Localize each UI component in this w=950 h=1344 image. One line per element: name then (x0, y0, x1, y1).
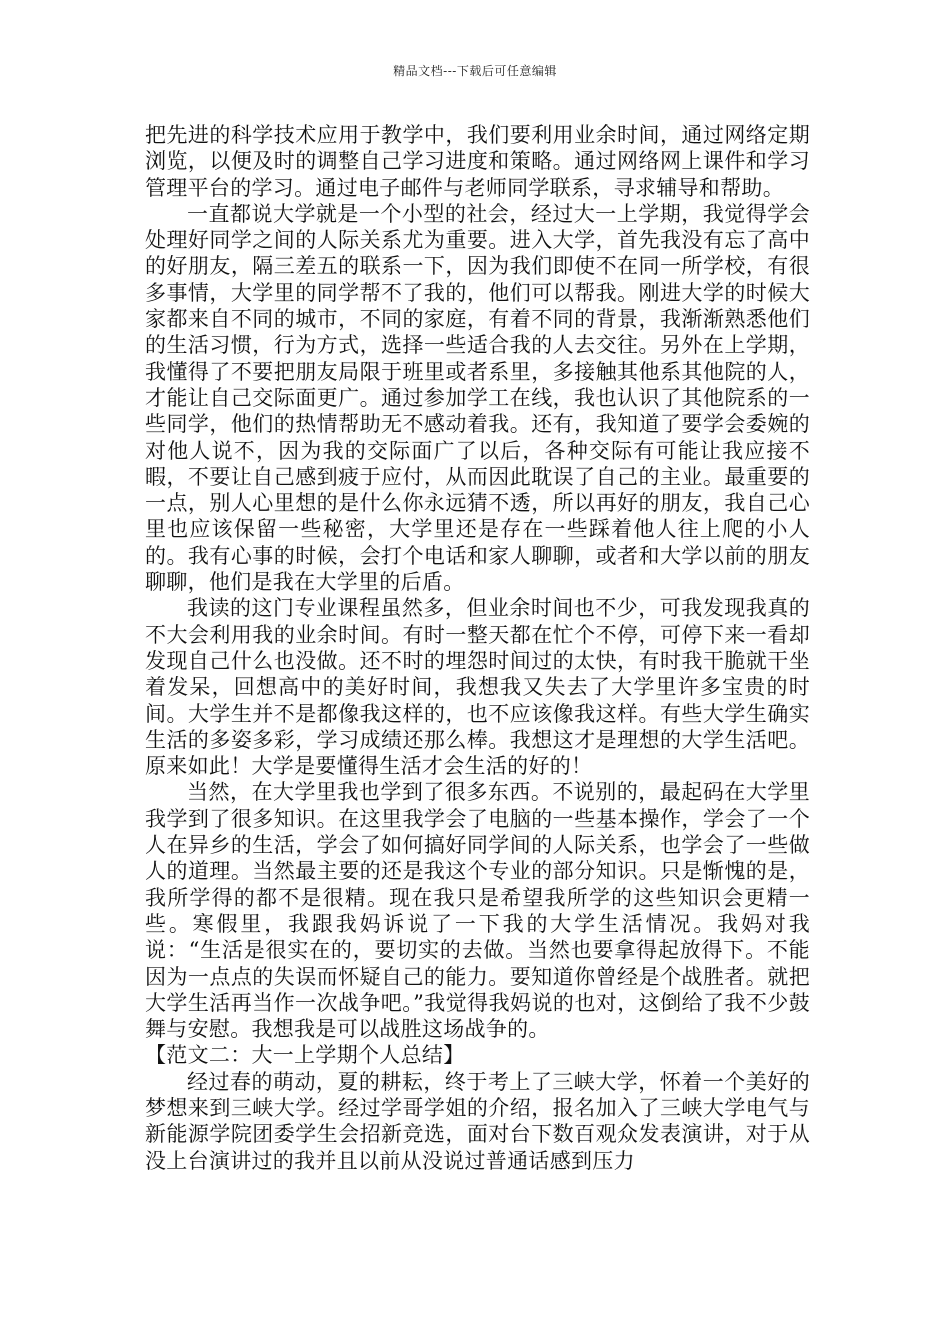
paragraph-1: 把先进的科学技术应用于教学中，我们要利用业余时间，通过网络定期浏览，以便及时的调整自己学习进度和策略。通过网络网上课件和学习管理平台的学习。通过电子邮件与老师同学联系，寻求辅导和帮助。 (145, 123, 810, 200)
paragraph-3: 我读的这门专业课程虽然多，但业余时间也不少，可我发现我真的不大会利用我的业余时间。有时一整天都在忙个不停，可停下来一看却发现自己什么也没做。还不时的埋怨时间过的太快，有时我干脆就干坐着发呆，回想高中的美好时间，我想我又失去了大学里许多宝贵的时间。大学生并不是都像我这样的，也不应该像我这样。有些大学生确实生活的多姿多彩，学习成绩还那么棒。我想这才是理想的大学生活吧。原来如此！大学是要懂得生活才会生活的好的！ (145, 596, 810, 779)
section-heading: 【范文二：大一上学期个人总结】 (145, 1043, 465, 1068)
page-header: 精品文档---下载后可任意编辑 (393, 64, 557, 78)
paragraph-2: 一直都说大学就是一个小型的社会，经过大一上学期，我觉得学会处理好同学之间的人际关系尤为重要。进入大学，首先我没有忘了高中的好朋友，隔三差五的联系一下，因为我们即使不在同一所学校，有很多事情，大学里的同学帮不了我的，他们可以帮我。刚进大学的时候大家都来自不同的城市，不同的家庭，有着不同的背景，我渐渐熟悉他们的生活习惯，行为方式，选择一些适合我的人去交往。另外在上学期，我懂得了不要把朋友局限于班里或者系里，多接触其他系其他院的人，才能让自己交际面更广。通过参加学工在线，我也认识了其他院系的一些同学，他们的热情帮助无不感动着我。还有，我知道了要学会委婉的对他人说不，因为我的交际面广了以后，各种交际有可能让我应接不暇，不要让自己感到疲于应付，从而因此耽误了自己的主业。最重要的一点，别人心里想的是什么你永远猜不透，所以再好的朋友，我自己心里也应该保留一些秘密，大学里还是存在一些踩着他人往上爬的小人的。我有心事的时候，会打个电话和家人聊聊，或者和大学以前的朋友聊聊，他们是我在大学里的后盾。 (145, 201, 810, 595)
paragraph-4: 当然，在大学里我也学到了很多东西。不说别的，最起码在大学里我学到了很多知识。在这里我学会了电脑的一些基本操作，学会了一个人在异乡的生活，学会了如何搞好同学间的人际关系，也学会了一些做人的道理。当然最主要的还是我这个专业的部分知识。只是惭愧的是，我所学得的都不是很精。现在我只是希望我所学的这些知识会更精一些。寒假里，我跟我妈诉说了一下我的大学生活情况。我妈对我说：“生活是很实在的，要切实的去做。当然也要拿得起放得下。不能因为一点点的失误而怀疑自己的能力。要知道你曾经是个战胜者。就把大学生活再当作一次战争吧。”我觉得我妈说的也对，这倒给了我不少鼓舞与安慰。我想我是可以战胜这场战争的。 (145, 780, 810, 1042)
paragraph-5: 经过春的萌动，夏的耕耘，终于考上了三峡大学，怀着一个美好的梦想来到三峡大学。经过学哥学姐的介绍，报名加入了三峡大学电气与新能源学院团委学生会招新竞选，面对台下数百观众发表演讲，对于从没上台演讲过的我并且以前从没说过普通话感到压力 (145, 1069, 810, 1173)
document-body (145, 122, 810, 1174)
